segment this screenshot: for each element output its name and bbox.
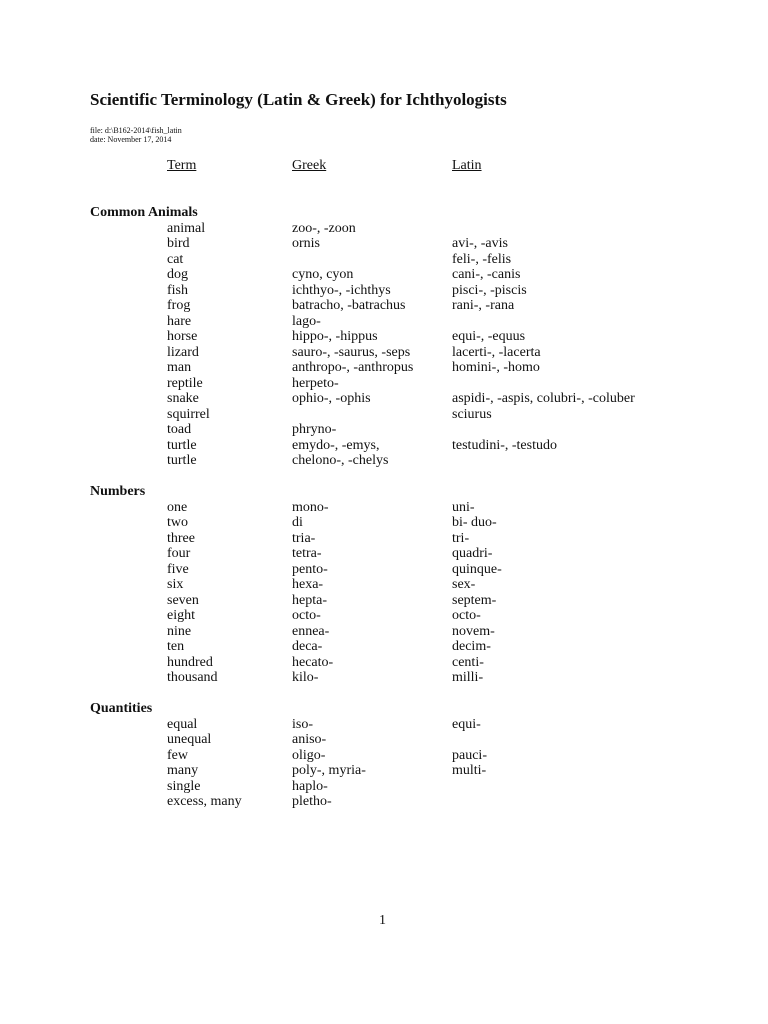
term-row (0, 267, 768, 283)
term-row (0, 562, 768, 578)
latin-cell: cani-, -canis (452, 267, 521, 282)
term-cell: thousand (167, 670, 218, 685)
term-cell: five (167, 561, 189, 577)
greek-cell: zoo-, -zoon (292, 220, 356, 236)
term-row (0, 763, 768, 779)
latin-cell: sex- (452, 577, 476, 592)
greek-cell: hippo-, -hippus (292, 329, 378, 344)
term-row (0, 593, 768, 609)
latin-cell: aspidi-, -aspis, colubri-, -coluber (452, 391, 635, 406)
term-cell: six (167, 577, 184, 592)
term-row (0, 748, 768, 764)
latin-cell: multi- (452, 763, 487, 778)
greek-cell: kilo- (292, 670, 319, 685)
greek-cell: pento- (292, 561, 328, 577)
greek-cell: phryno- (292, 422, 337, 437)
term-cell: ten (167, 639, 185, 654)
term-cell: few (167, 747, 188, 763)
term-row (0, 531, 768, 547)
greek-cell: emydo-, -emys, (292, 437, 380, 453)
term-row (0, 546, 768, 562)
greek-cell: chelono-, -chelys (292, 453, 389, 468)
latin-cell: pauci- (452, 747, 487, 763)
term-cell: turtle (167, 453, 197, 468)
term-cell: cat (167, 251, 184, 267)
greek-cell: tetra- (292, 546, 322, 561)
page-number: 1 (379, 913, 386, 928)
date-line: date: November 17, 2014 (90, 135, 172, 144)
term-row (0, 453, 768, 469)
latin-cell: equi- (452, 716, 481, 732)
term-cell: four (167, 546, 191, 561)
latin-cell: pisci-, -piscis (452, 282, 527, 298)
latin-cell: septem- (452, 592, 497, 608)
term-cell: bird (167, 236, 190, 251)
term-row (0, 717, 768, 733)
latin-cell: sciurus (452, 406, 492, 422)
term-cell: toad (167, 422, 192, 437)
latin-cell: uni- (452, 499, 475, 515)
section-title: Common Animals (90, 205, 198, 220)
term-cell: hundred (167, 654, 213, 670)
greek-cell: ophio-, -ophis (292, 391, 371, 406)
latin-cell: rani-, -rana (452, 298, 515, 313)
greek-cell: batracho, -batrachus (292, 298, 406, 313)
term-cell: man (167, 360, 192, 375)
term-row (0, 500, 768, 516)
latin-cell: novem- (452, 623, 495, 639)
term-row (0, 298, 768, 314)
greek-cell: pletho- (292, 794, 332, 809)
term-row (0, 391, 768, 407)
document-title: Scientific Terminology (Latin & Greek) for Ichthyologists (90, 90, 507, 109)
greek-cell: oligo- (292, 747, 326, 763)
term-cell: squirrel (167, 406, 210, 422)
column-header-term: Term (167, 158, 197, 173)
term-row (0, 608, 768, 624)
latin-cell: quadri- (452, 546, 493, 561)
term-cell: many (167, 763, 199, 778)
latin-cell: lacerti-, -lacerta (452, 344, 541, 360)
latin-cell: milli- (452, 670, 484, 685)
greek-cell: lago- (292, 313, 321, 329)
term-cell: unequal (167, 732, 212, 747)
latin-cell: feli-, -felis (452, 251, 512, 267)
latin-cell: homini-, -homo (452, 360, 540, 375)
term-row (0, 329, 768, 345)
term-cell: dog (167, 267, 188, 282)
section-rows (0, 717, 768, 810)
term-row (0, 624, 768, 640)
greek-cell: iso- (292, 716, 313, 732)
latin-cell: avi-, -avis (452, 236, 508, 251)
term-cell: animal (167, 220, 206, 236)
term-cell: eight (167, 608, 195, 623)
term-row (0, 283, 768, 299)
greek-cell: poly-, myria- (292, 763, 366, 778)
term-row (0, 236, 768, 252)
greek-cell: hexa- (292, 577, 324, 592)
term-cell: frog (167, 298, 191, 313)
term-cell: one (167, 499, 188, 515)
term-row (0, 655, 768, 671)
greek-cell: di (292, 515, 303, 530)
term-row (0, 794, 768, 810)
term-cell: reptile (167, 375, 203, 391)
term-cell: lizard (167, 344, 199, 360)
greek-cell: hepta- (292, 592, 327, 608)
term-row (0, 515, 768, 531)
term-cell: equal (167, 716, 198, 732)
greek-cell: anthropo-, -anthropus (292, 360, 414, 375)
latin-cell: equi-, -equus (452, 329, 526, 344)
term-cell: three (167, 530, 195, 546)
term-cell: hare (167, 313, 192, 329)
latin-cell: centi- (452, 654, 484, 670)
greek-cell: octo- (292, 608, 321, 623)
greek-cell: cyno, cyon (292, 267, 354, 282)
section-rows (0, 500, 768, 686)
term-row (0, 732, 768, 748)
greek-cell: mono- (292, 499, 329, 515)
section-title: Numbers (90, 484, 146, 499)
section-title: Quantities (90, 701, 153, 716)
term-row (0, 376, 768, 392)
term-row (0, 639, 768, 655)
latin-cell: tri- (452, 530, 470, 546)
term-cell: seven (167, 592, 199, 608)
term-cell: nine (167, 623, 192, 639)
greek-cell: tria- (292, 530, 316, 546)
greek-cell: aniso- (292, 732, 327, 747)
term-cell: snake (167, 391, 199, 406)
greek-cell: sauro-, -saurus, -seps (292, 344, 411, 360)
term-row (0, 438, 768, 454)
term-row (0, 779, 768, 795)
latin-cell: octo- (452, 608, 481, 623)
term-cell: turtle (167, 437, 197, 453)
term-row (0, 345, 768, 361)
greek-cell: ennea- (292, 623, 330, 639)
term-cell: fish (167, 282, 188, 298)
term-row (0, 422, 768, 438)
term-cell: horse (167, 329, 198, 344)
term-row (0, 221, 768, 237)
term-row (0, 252, 768, 268)
latin-cell: testudini-, -testudo (452, 437, 557, 453)
term-cell: single (167, 778, 201, 794)
latin-cell: bi- duo- (452, 515, 497, 530)
greek-cell: ichthyo-, -ichthys (292, 282, 391, 298)
term-row (0, 670, 768, 686)
latin-cell: quinque- (452, 561, 502, 577)
term-cell: excess, many (167, 794, 242, 809)
term-cell: two (167, 515, 188, 530)
greek-cell: deca- (292, 639, 323, 654)
greek-cell: haplo- (292, 778, 328, 794)
latin-cell: decim- (452, 639, 491, 654)
term-row (0, 577, 768, 593)
greek-cell: ornis (292, 236, 320, 251)
term-row (0, 314, 768, 330)
section-rows (0, 221, 768, 469)
term-row (0, 407, 768, 423)
column-header-greek: Greek (292, 158, 327, 173)
greek-cell: hecato- (292, 654, 334, 670)
term-row (0, 360, 768, 376)
file-path-line: file: d:\B162-2014\fish_latin (90, 126, 182, 135)
column-header-latin: Latin (452, 158, 482, 173)
greek-cell: herpeto- (292, 375, 339, 391)
